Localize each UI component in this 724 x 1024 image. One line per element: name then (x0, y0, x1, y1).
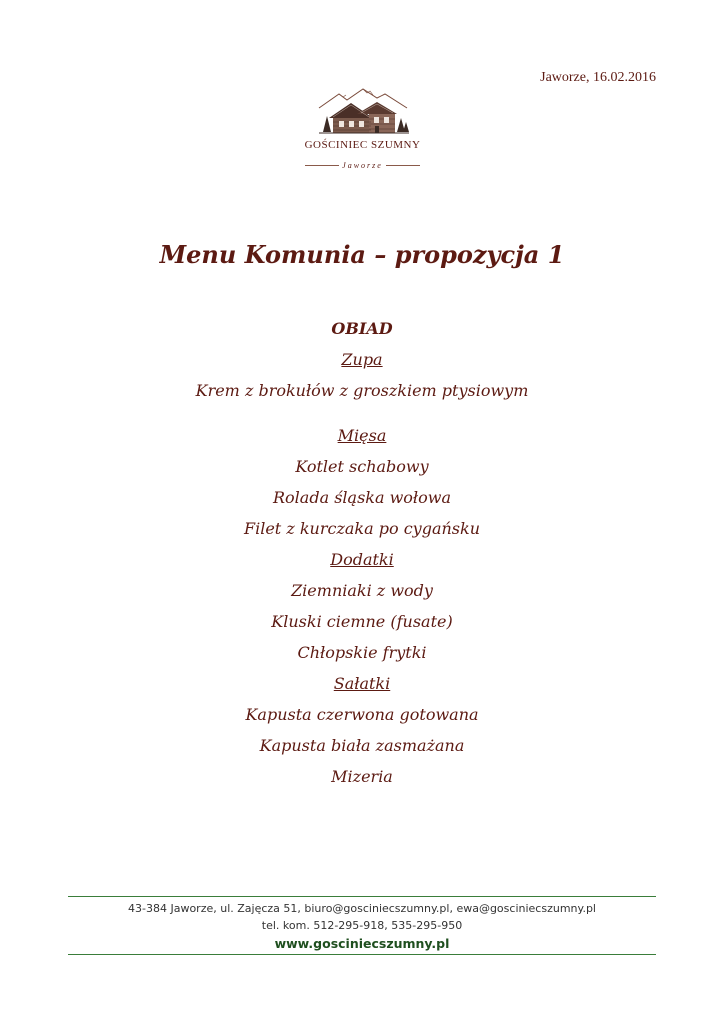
category-heading-meat (0, 423, 724, 454)
menu (0, 316, 724, 795)
logo-subtitle: Jaworze (342, 161, 383, 170)
category-heading-sides (0, 547, 724, 578)
menu-item: Kapusta biała zasmażana (259, 736, 465, 755)
category-heading-label: Mięsa (337, 426, 387, 445)
category-heading-label: Dodatki (330, 550, 394, 569)
category-heading-label: Zupa (341, 350, 383, 369)
logo-subtitle-row (290, 155, 435, 170)
category-heading-label: Sałatki (333, 674, 391, 693)
menu-item: Rolada śląska wołowa (273, 488, 451, 507)
menu-item: Filet z kurczaka po cygańsku (244, 519, 480, 538)
menu-item: Krem z brokułów z groszkiem ptysiowym (195, 381, 529, 400)
menu-item: Chłopskie frytki (297, 643, 427, 662)
menu-item: Kapusta czerwona gotowana (245, 705, 479, 724)
lodge-mountains-icon (313, 86, 413, 138)
section-title: OBIAD (331, 319, 393, 338)
page-title: Menu Komunia – propozycja 1 (159, 240, 565, 269)
footer-website-link[interactable]: www.gosciniecszumny.pl (274, 936, 450, 951)
date-line: Jaworze, 16.02.2016 (540, 70, 656, 85)
footer-rule-top (68, 896, 656, 897)
category-heading-salads (0, 671, 724, 702)
menu-item: Mizeria (331, 767, 393, 786)
spacer (0, 409, 724, 423)
logo-name: GOŚCINIEC SZUMNY (304, 139, 421, 151)
menu-item: Ziemniaki z wody (291, 581, 433, 600)
menu-item: Kotlet schabowy (295, 457, 429, 476)
logo-rule-left (305, 165, 339, 166)
menu-item: Kluski ciemne (fusate) (271, 612, 453, 631)
logo (290, 86, 435, 176)
footer-rule-bottom (68, 954, 656, 955)
footer (0, 900, 724, 954)
logo-rule-right (386, 165, 420, 166)
category-heading-soup (0, 347, 724, 378)
footer-phones: tel. kom. 512-295-918, 535-295-950 (261, 919, 463, 932)
footer-address: 43-384 Jaworze, ul. Zajęcza 51, biuro@gosciniecszumny.pl, ewa@gosciniecszumny.pl (128, 902, 596, 915)
